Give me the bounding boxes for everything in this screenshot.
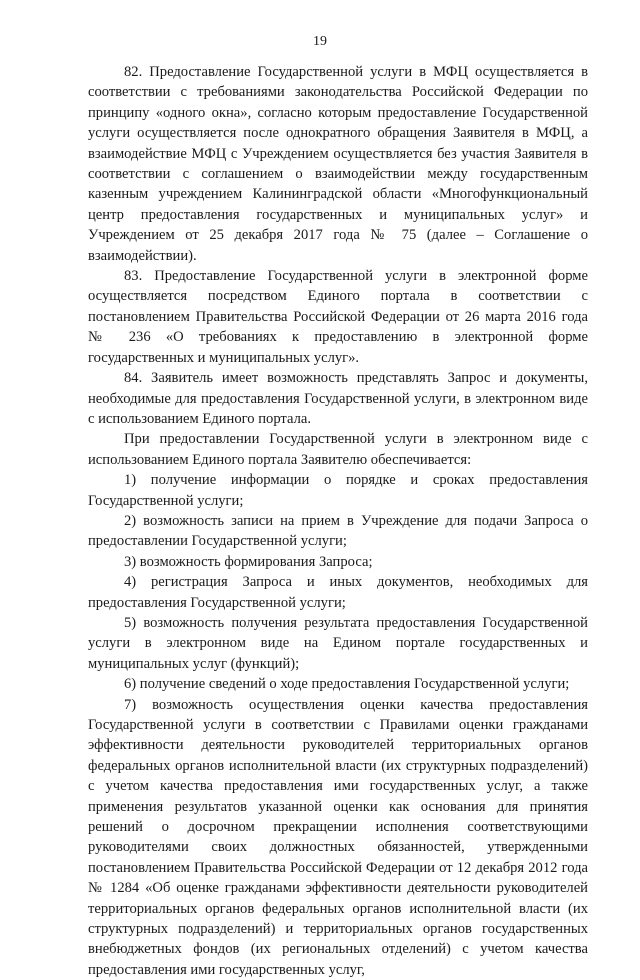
document-body <box>88 62 588 980</box>
list-item-7: 7) возможность осуществления оценки качества предоставления Государственной услуги в соответствии с Правилами оценки гражданами эффективности деятельности руководителей территориальных органов федеральных органов исполнительной власти (их структурных подразделений) с учетом качества предоставления ими государственных услуг, а также применения результатов указанной оценки как основания для принятия решений о досрочном прекращении исполнения соответствующими руководителями своих должностных обязанностей, утвержденными постановлением Правительства Российской Федерации от 12 декабря 2012 года № 1284 «Об оценке гражданами эффективности деятельности руководителей территориальных органов федеральных органов исполнительной власти (их структурных подразделений) и территориальных органов государственных внебюджетных фондов (их региональных отделений) с учетом качества предоставления ими государственных услуг, <box>88 696 588 978</box>
paragraph-electronic-intro: При предоставлении Государственной услуги в электронном виде с использованием Единого портала Заявителю обеспечивается: <box>88 431 588 468</box>
list-item-3: 3) возможность формирования Запроса; <box>124 553 373 570</box>
page-number: 19 <box>313 34 327 49</box>
paragraph-83: 83. Предоставление Государственной услуги в электронной форме осуществляется посредством Единого портала в соответствии с постановлением Правительства Российской Федерации от 26 марта 2016 года № 236 «О требованиях к предоставлению в электронной форме государственных и муниципальных услуг». <box>88 268 588 366</box>
paragraph-82: 82. Предоставление Государственной услуги в МФЦ осуществляется в соответствии с требованиями законодательства Российской Федерации по принципу «одного окна», согласно которым предоставление Государственной услуги осуществляется после однократного обращения Заявителя в МФЦ, а взаимодействие МФЦ с Учреждением осуществляется без участия Заявителя в соответствии с соглашением о взаимодействии между государственным казенным учреждением Калининградской области «Многофункциональный центр предоставления государственных и муниципальных услуг» и Учреждением от 25 декабря 2017 года № 75 (далее – Соглашение о взаимодействии). <box>88 64 588 264</box>
list-item-2: 2) возможность записи на прием в Учреждение для подачи Запроса о предоставлении Государственной услуги; <box>88 512 588 550</box>
list-item-6: 6) получение сведений о ходе предоставления Государственной услуги; <box>124 676 570 693</box>
paragraph-84: 84. Заявитель имеет возможность представлять Запрос и документы, необходимые для предоставления Государственной услуги, в электронном виде с использованием Единого портала. <box>88 370 588 427</box>
list-item-5: 5) возможность получения результата предоставления Государственной услуги в электронном виде на Едином портале государственных и муниципальных услуг (функций); <box>88 614 588 672</box>
list-item-1: 1) получение информации о порядке и сроках предоставления Государственной услуги; <box>88 472 588 509</box>
list-item-4: 4) регистрация Запроса и иных документов, необходимых для предоставления Государственной услуги; <box>88 574 588 611</box>
